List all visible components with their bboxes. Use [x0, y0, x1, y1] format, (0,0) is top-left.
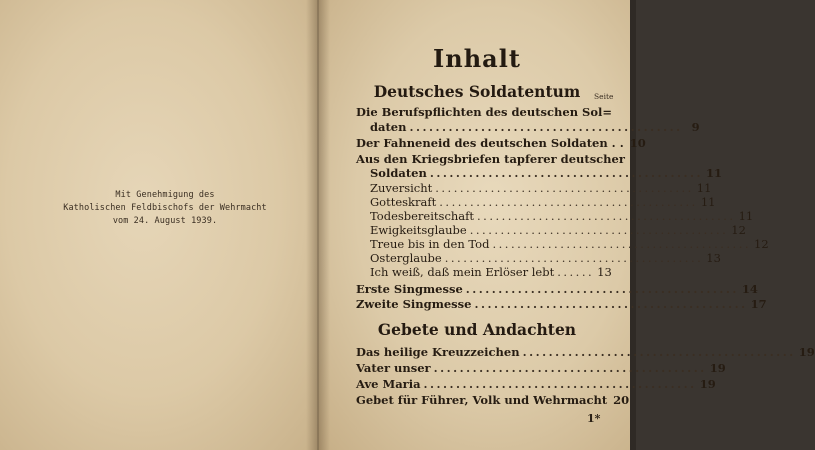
toc-page-number: 13 — [597, 265, 612, 279]
toc-entry — [356, 136, 646, 150]
leader-dots: .......................................... — [433, 361, 707, 375]
toc-page-number: 12 — [731, 223, 746, 237]
leader-dots: .......................................... — [409, 120, 683, 134]
leader-dots: .......................................... — [522, 345, 796, 359]
toc-entry-label: Das heilige Kreuzzeichen — [356, 345, 520, 359]
toc-page-number: 17 — [750, 297, 767, 311]
leader-dots: .......................................... — [492, 237, 752, 251]
permission-line: Mit Genehmigung des — [115, 190, 215, 200]
permission-note — [60, 189, 270, 228]
left-page — [0, 0, 318, 450]
toc-subentry — [370, 223, 746, 237]
signature-mark: 1* — [587, 412, 601, 425]
toc-entry-label: Gotteskraft — [370, 195, 437, 209]
toc-entry-label: Die Berufspflichten des deutschen Sol= — [356, 105, 613, 119]
toc-entry — [356, 361, 726, 375]
leader-dots: ...... — [557, 265, 595, 279]
leader-dots: .......................................... — [429, 166, 703, 180]
toc-page-number: 11 — [696, 181, 712, 195]
permission-line: vom 24. August 1939. — [112, 216, 218, 226]
toc-entry — [370, 166, 722, 180]
toc-subentry — [370, 265, 610, 279]
toc-subentry — [370, 195, 716, 209]
toc-entry — [370, 120, 700, 134]
toc-entry-label: daten — [370, 120, 407, 134]
leader-dots: .......................................... — [444, 251, 704, 265]
toc-entry-label: Aus den Kriegsbriefen tapferer deutscher — [356, 152, 625, 166]
leader-dots: .......................................... — [469, 223, 729, 237]
toc-entry-label: Zuversicht — [370, 181, 433, 195]
leader-dots: .......................................... — [474, 297, 748, 311]
toc-entry-label: Ave Maria — [356, 377, 421, 391]
toc-page-number: 19 — [709, 361, 726, 375]
leader-dots: .......................................... — [477, 209, 736, 223]
toc-entry — [356, 345, 815, 359]
toc-entry-label: Treue bis in den Tod — [370, 237, 490, 251]
permission-line: Katholischen Feldbischofs der Wehrmacht — [63, 203, 267, 213]
toc-entry-label: Osterglaube — [370, 251, 442, 265]
leader-dots: .......................................... — [435, 181, 694, 195]
toc-entry — [356, 377, 716, 391]
toc-page-number: 9 — [691, 120, 700, 134]
toc-subentry — [370, 237, 769, 251]
toc-entry — [356, 282, 758, 296]
toc-entry-label: Zweite Singmesse — [356, 297, 472, 311]
toc-entry-label: Gebet für Führer, Volk und Wehrmacht — [356, 393, 608, 407]
toc-entry-label: Soldaten — [370, 166, 427, 180]
toc-subentry — [370, 181, 712, 195]
toc-page-number: 12 — [754, 237, 769, 251]
toc-entry — [356, 393, 630, 407]
toc-page-number: 19 — [798, 345, 815, 359]
leader-dots: .......................................... — [465, 282, 739, 296]
toc-entry-label: Ewigkeitsglaube — [370, 223, 467, 237]
leader-dots: .......................................... — [439, 195, 698, 209]
toc-entry-label: Der Fahneneid des deutschen Soldaten . . — [356, 136, 624, 150]
page-title: Inhalt — [433, 44, 521, 73]
toc-subentry — [370, 209, 754, 223]
toc-entry-label: Vater unser — [356, 361, 431, 375]
toc-entry-label: Todesbereitschaft — [370, 209, 475, 223]
toc-page-number: 11 — [738, 209, 754, 223]
page-column-label: Seite — [594, 92, 614, 101]
toc-page-number: 20 — [613, 393, 630, 407]
leader-dots: .......................................... — [423, 377, 697, 391]
toc-page-number: 11 — [705, 166, 722, 180]
toc-entry — [356, 297, 767, 311]
section-heading-gebete: Gebete und Andachten — [377, 320, 577, 339]
toc-subentry — [370, 251, 721, 265]
section-heading-soldatentum: Deutsches Soldatentum — [373, 82, 581, 101]
toc-page-number: 13 — [706, 251, 721, 265]
toc-entry-label: Erste Singmesse — [356, 282, 463, 296]
toc-page-number: 19 — [699, 377, 716, 391]
toc-entry-label: Ich weiß, daß mein Erlöser lebt — [370, 265, 555, 279]
toc-page-number: 14 — [741, 282, 758, 296]
toc-page-number: 10 — [629, 136, 646, 150]
toc-page-number: 11 — [700, 195, 716, 209]
